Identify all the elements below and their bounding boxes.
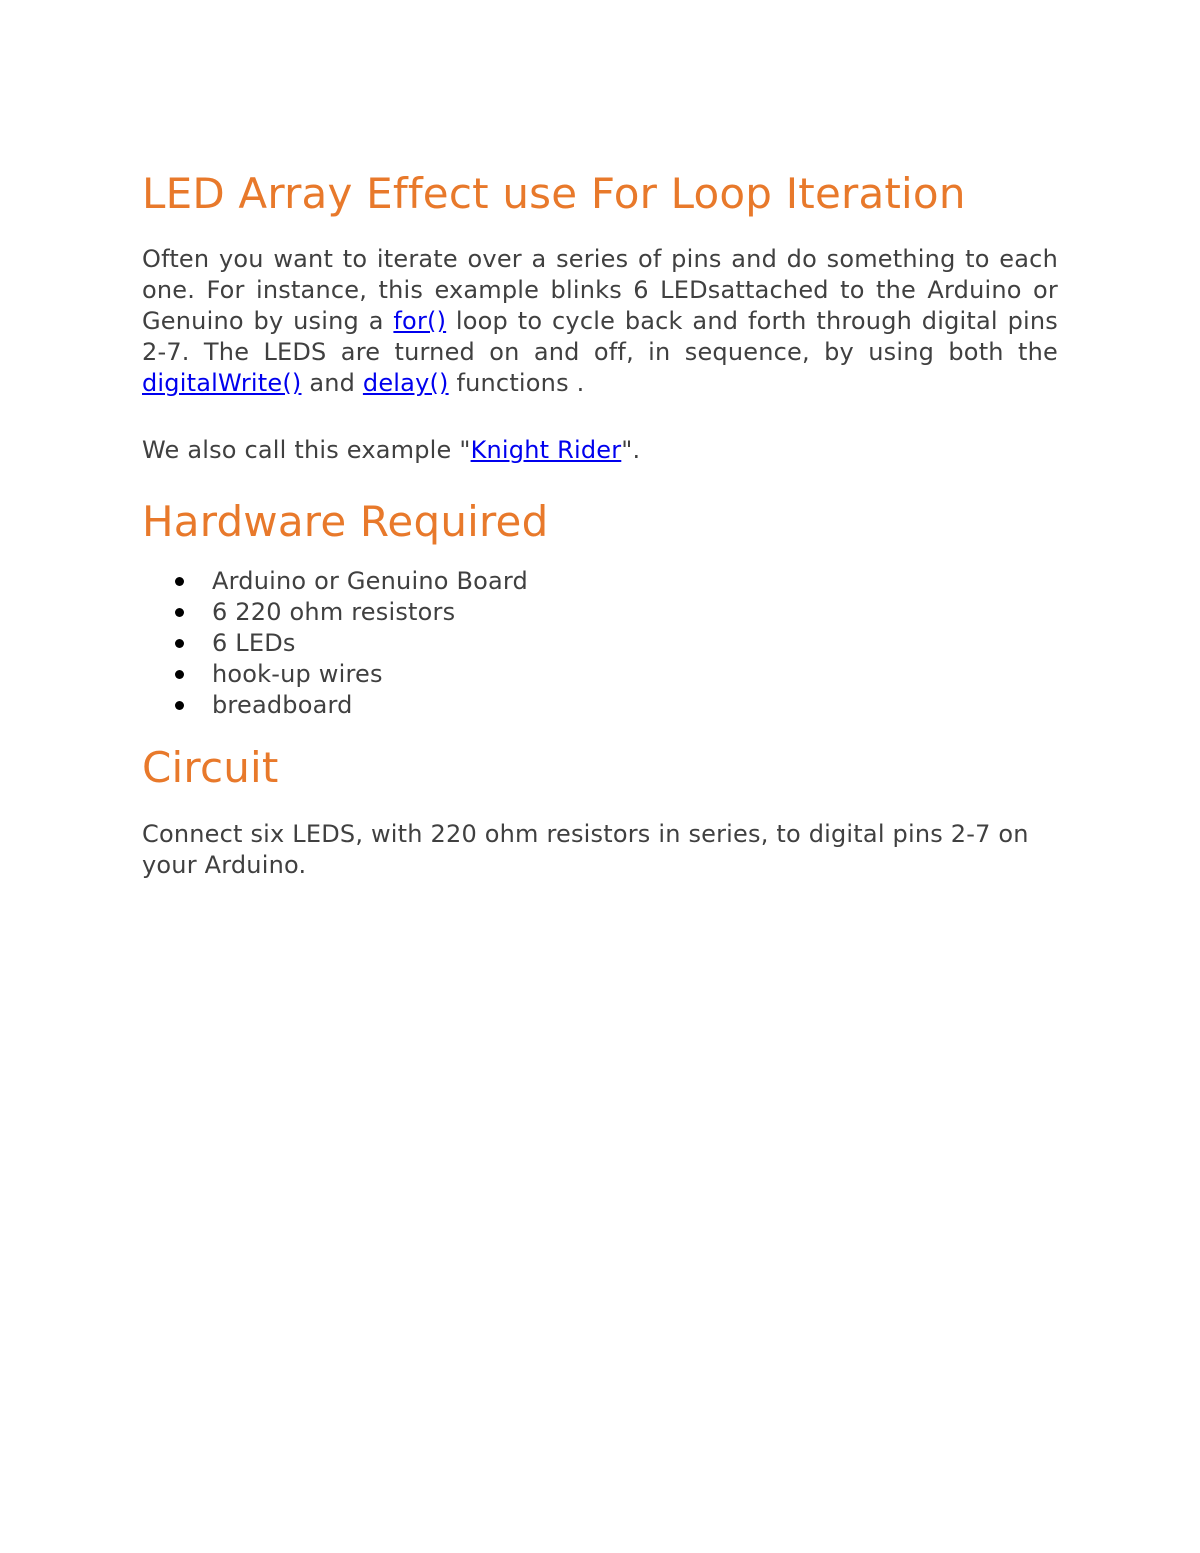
list-item: [142, 597, 1058, 628]
page-title: LED Array Effect use For Loop Iteration: [142, 169, 966, 218]
delay-link[interactable]: delay(): [362, 369, 449, 397]
intro-text-1: Often you want to iterate over a series of pins and do something to each one. For instance, this example blinks 6 LEDsattached to the Arduino or Genuino by using a: [142, 245, 1058, 335]
list-item-text: hook-up wires: [212, 660, 383, 688]
circuit-paragraph: Connect six LEDS, with 220 ohm resistors in series, to digital pins 2-7 on your Arduino.: [142, 820, 1029, 879]
nickname-suffix: ".: [621, 436, 641, 464]
digitalwrite-link[interactable]: digitalWrite(): [142, 369, 302, 397]
nickname-prefix: We also call this example ": [142, 436, 471, 464]
bullet-icon: [175, 608, 184, 617]
intro-text-3: and: [301, 369, 363, 397]
list-item: [142, 566, 1058, 597]
circuit-heading: Circuit: [142, 743, 279, 792]
hardware-heading: Hardware Required: [142, 497, 549, 546]
list-item-text: breadboard: [212, 691, 353, 719]
hardware-list: [142, 566, 1058, 721]
for-link[interactable]: for(): [393, 307, 447, 335]
list-item-text: 6 220 ohm resistors: [212, 598, 456, 626]
list-item: [142, 659, 1058, 690]
bullet-icon: [175, 701, 184, 710]
list-item: [142, 628, 1058, 659]
intro-text-4: functions .: [448, 369, 585, 397]
nickname-paragraph: [142, 435, 1058, 466]
list-item-text: Arduino or Genuino Board: [212, 567, 528, 595]
list-item: [142, 690, 1058, 721]
bullet-icon: [175, 670, 184, 679]
intro-text-2: loop to cycle back and forth through digital pins 2-7. The LEDS are turned on and off, in sequence, by using both the: [142, 307, 1058, 366]
intro-paragraph: [142, 244, 1058, 399]
knight-rider-link[interactable]: Knight Rider: [470, 436, 622, 464]
document-page: [142, 166, 1058, 881]
list-item-text: 6 LEDs: [212, 629, 296, 657]
bullet-icon: [175, 577, 184, 586]
bullet-icon: [175, 639, 184, 648]
